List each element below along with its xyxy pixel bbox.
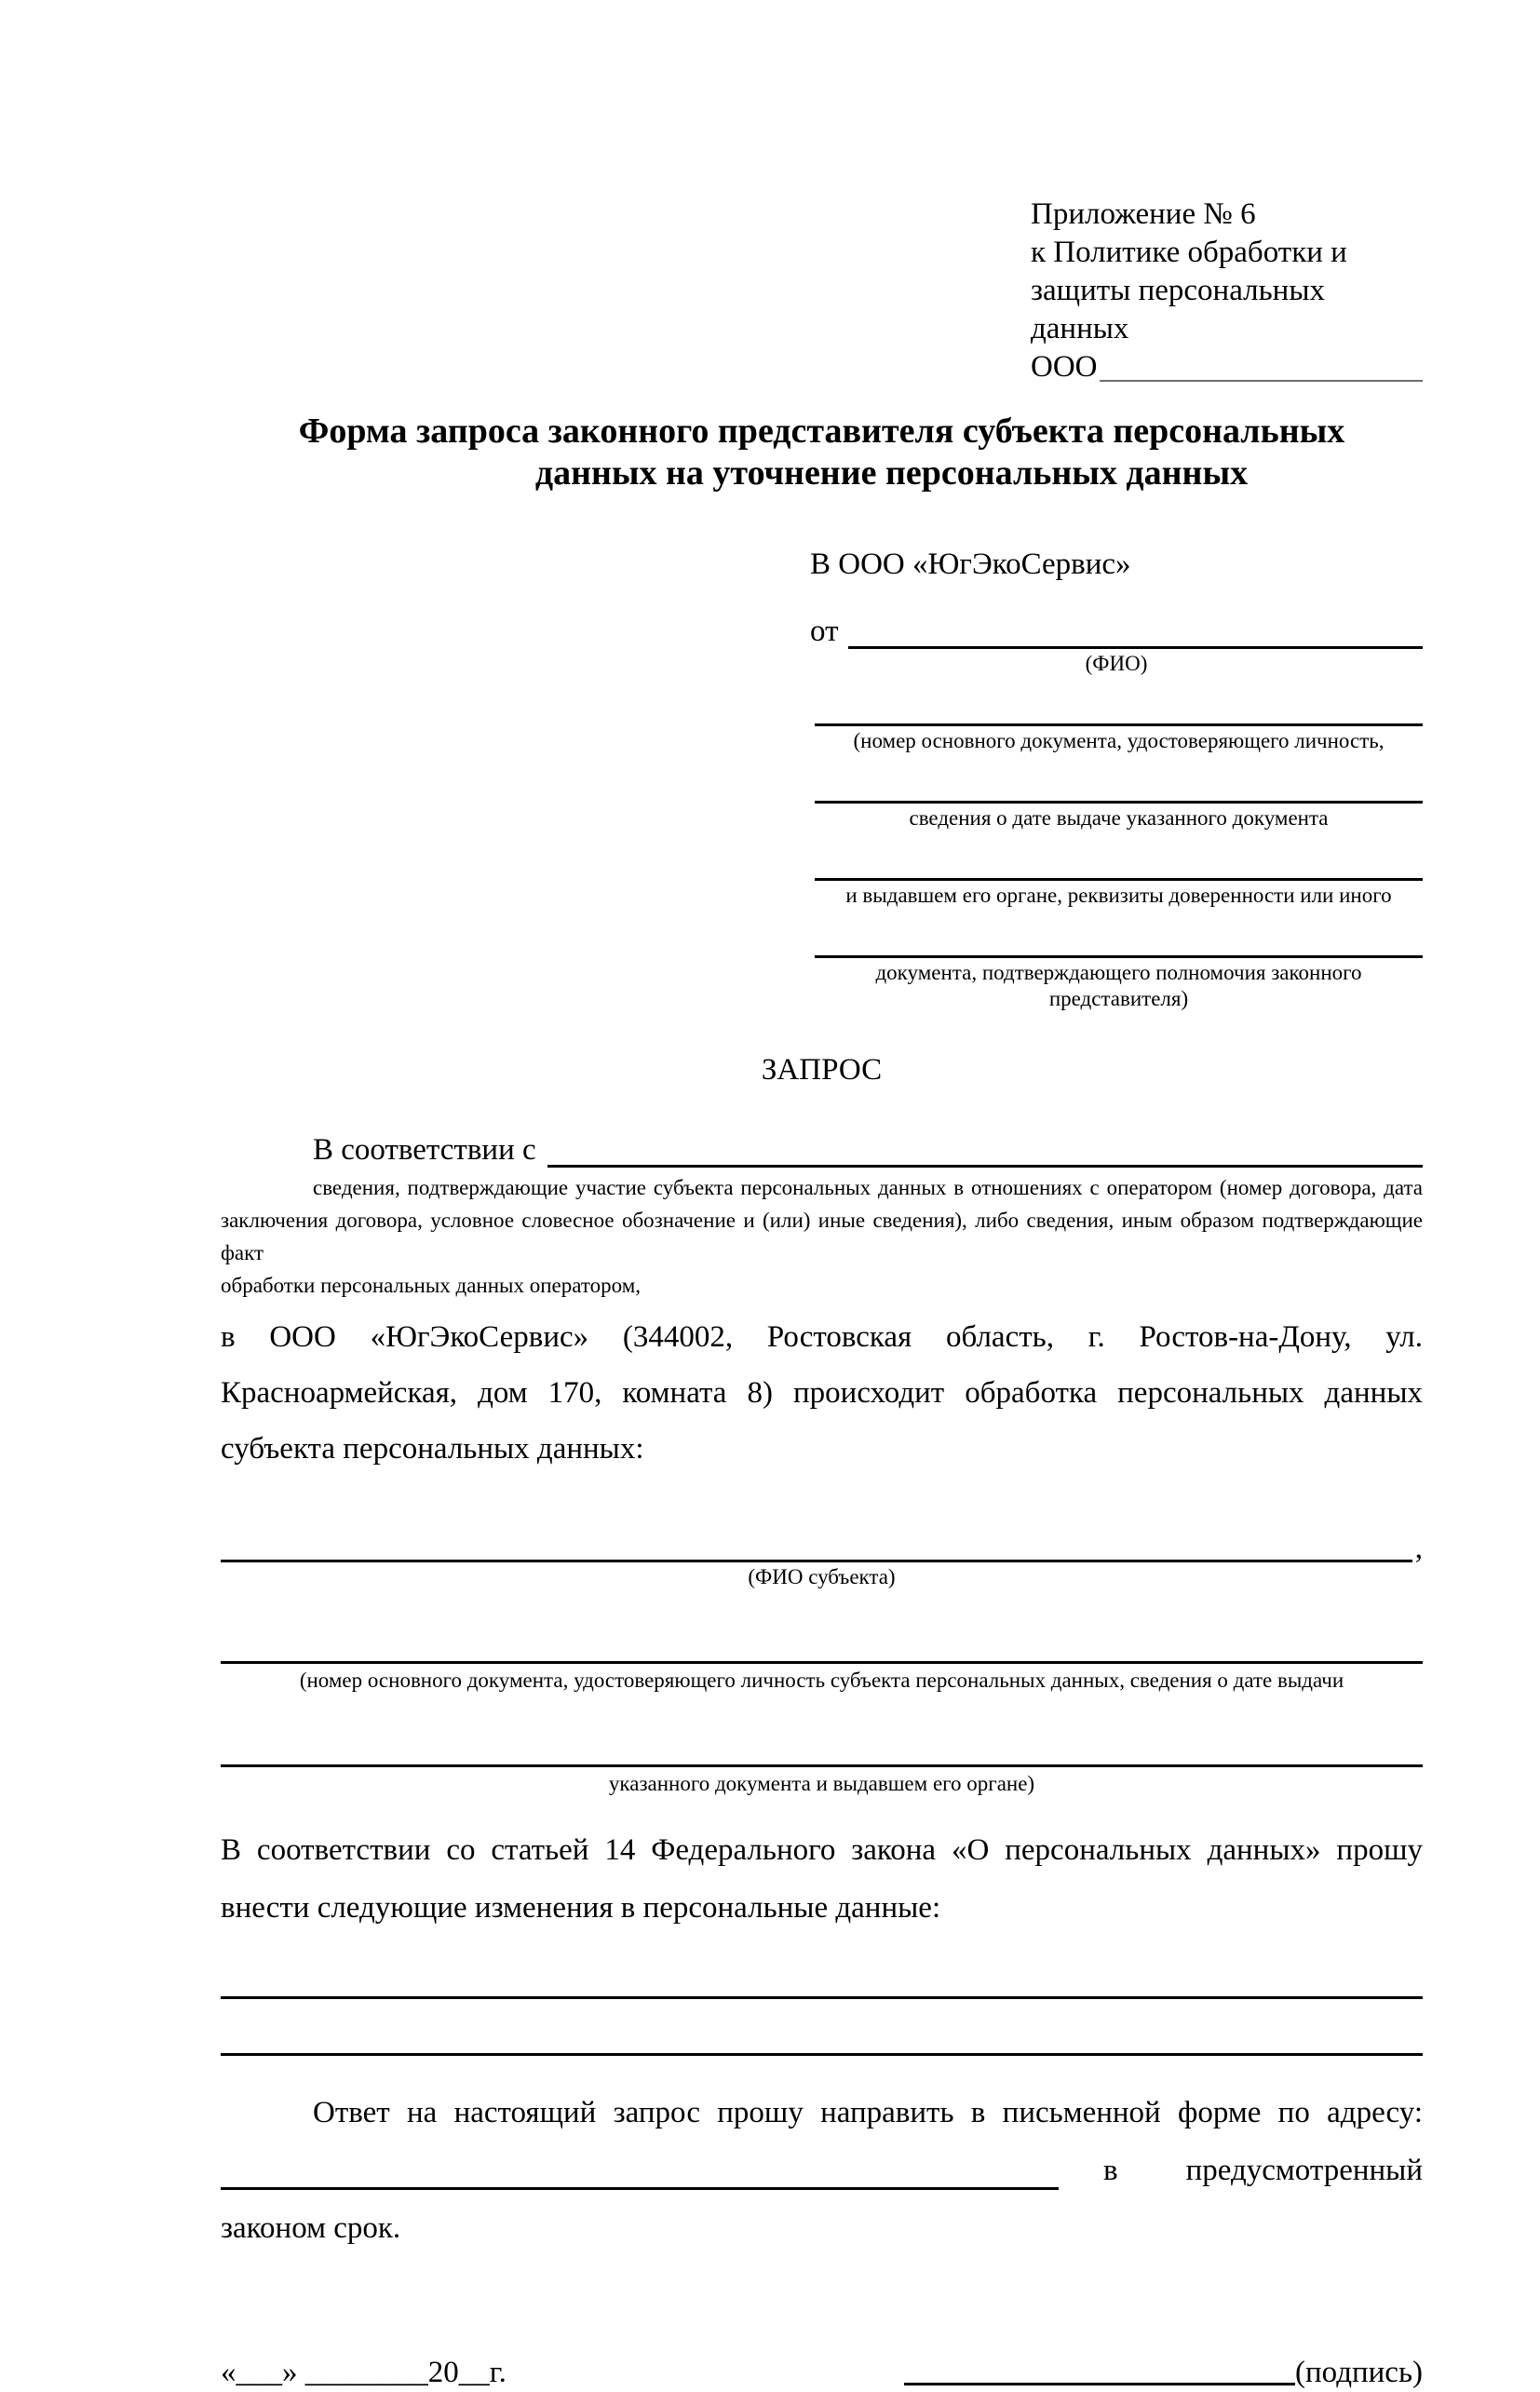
rep-doc-field-row xyxy=(815,922,1423,1012)
from-field-row xyxy=(810,612,1423,649)
company-name-blank-line xyxy=(1100,380,1424,382)
signature-blank-line xyxy=(904,2383,1295,2385)
article-paragraph xyxy=(221,1821,1423,1937)
reply-word-in: в xyxy=(1103,2154,1118,2187)
operator-paragraph-line: в ООО «ЮгЭкоСервис» (344002, Ростовская область, г. Ростов-на-Дону, ул. xyxy=(221,1320,1423,1354)
reply-paragraph-line: Ответ на настоящий запрос прошу направить в письменной форме по адресу: xyxy=(313,2096,1423,2129)
reply-paragraph xyxy=(221,2084,1423,2257)
rep-doc-field-row xyxy=(815,845,1423,909)
request-heading: ЗАПРОС xyxy=(761,1053,883,1087)
subject-doc-field-row xyxy=(221,1727,1423,1797)
form-title-line: данных на уточнение персональных данных xyxy=(534,453,1249,493)
operator-paragraph-line: субъекта персональных данных: xyxy=(221,1432,644,1466)
rep-doc-field-row xyxy=(815,767,1423,831)
rep-doc-blank-line xyxy=(815,690,1423,726)
fio-caption: (ФИО) xyxy=(1085,652,1148,675)
document-content xyxy=(221,0,1423,2392)
rep-doc-caption: и выдавшем его органе, реквизиты доверенности или иного xyxy=(845,884,1392,907)
appendix-line: Приложение № 6 xyxy=(1031,197,1256,231)
from-blank-line xyxy=(848,646,1424,649)
recipient-address: В ООО «ЮгЭкоСервис» xyxy=(810,547,1131,581)
article-paragraph-line: В соответствии со статьей 14 Федерального закона «О персональных данных» прошу xyxy=(221,1833,1423,1867)
appendix-line: защиты персональных данных xyxy=(1031,274,1325,345)
from-label: от xyxy=(810,615,839,648)
address-blank-line xyxy=(221,2187,1059,2190)
appendix-note xyxy=(1031,196,1423,386)
subject-fio-caption: (ФИО субъекта) xyxy=(748,1565,896,1588)
rep-doc-field-row xyxy=(815,690,1423,754)
accordance-caption-line: обработки персональных данных оператором, xyxy=(221,1274,641,1297)
date-signature-row xyxy=(221,2354,1423,2392)
company-name-row xyxy=(1031,348,1423,386)
changes-blank-line xyxy=(221,1999,1423,2056)
operator-paragraph xyxy=(221,1309,1423,1477)
reply-last-line: законом срок. xyxy=(221,2211,401,2245)
rep-doc-blank-line xyxy=(815,922,1423,958)
accordance-prefix: В соответствии с xyxy=(313,1133,536,1167)
accordance-caption xyxy=(221,1171,1423,1302)
accordance-caption-line: заключения договора, условное словесное обозначение и (или) иные сведения), либо сведения, иным образом подтверждающие факт xyxy=(221,1209,1423,1264)
rep-doc-caption: документа, подтверждающего полномочия законного представителя) xyxy=(875,961,1362,1010)
rep-doc-caption: (номер основного документа, удостоверяющего личность, xyxy=(853,729,1385,752)
article-paragraph-line: внести следующие изменения в персональные данные: xyxy=(221,1891,941,1925)
subject-doc-blank-line xyxy=(221,1727,1423,1767)
subject-fio-field-row xyxy=(221,1525,1423,1565)
accordance-field-row xyxy=(221,1127,1423,1168)
company-prefix: ООО xyxy=(1031,350,1098,384)
subject-doc-blank-line xyxy=(221,1624,1423,1664)
subject-doc-caption: указанного документа и выдавшем его органе) xyxy=(608,1772,1035,1795)
appendix-line: к Политике обработки и xyxy=(1031,236,1347,269)
signature-field xyxy=(904,2354,1423,2392)
subject-fio-blank-line xyxy=(221,1560,1412,1562)
reply-word-prescribed: предусмотренный xyxy=(1185,2154,1423,2187)
accordance-blank-line xyxy=(547,1165,1423,1168)
rep-doc-blank-line xyxy=(815,767,1423,804)
accordance-caption-line: сведения, подтверждающие участие субъекта персональных данных в отношениях с оператором (номер договора, дата xyxy=(313,1176,1423,1199)
form-title xyxy=(221,411,1423,494)
date-field: «___» ________20__г. xyxy=(221,2356,507,2389)
trailing-comma: , xyxy=(1414,1532,1423,1565)
rep-doc-caption: сведения о дате выдаче указанного документа xyxy=(909,806,1329,830)
subject-doc-field-row xyxy=(221,1624,1423,1694)
signature-caption: (подпись) xyxy=(1295,2356,1423,2389)
reply-address-row xyxy=(221,2142,1423,2199)
operator-paragraph-line: Красноармейская, дом 170, комната 8) происходит обработка персональных данных xyxy=(221,1376,1423,1410)
form-title-line: Форма запроса законного представителя субъекта персональных xyxy=(298,412,1345,451)
subject-doc-caption: (номер основного документа, удостоверяющего личность субъекта персональных данных, сведения о дате выдачи xyxy=(299,1669,1344,1692)
rep-doc-blank-line xyxy=(815,845,1423,881)
changes-blank-line xyxy=(221,1937,1423,1999)
